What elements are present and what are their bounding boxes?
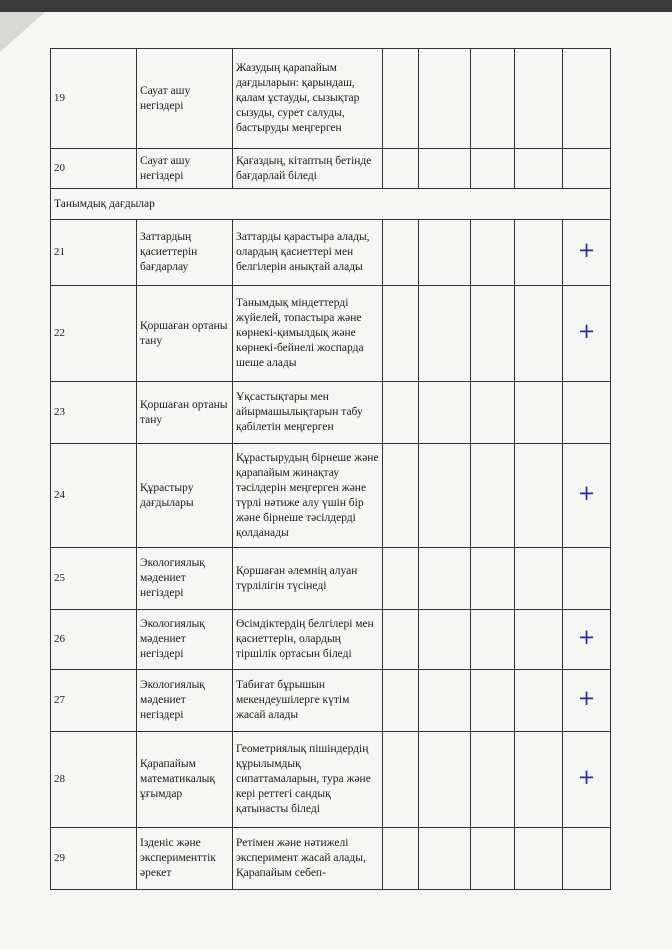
row-number: 21 [51,220,137,286]
assessment-cell [383,286,419,382]
table-row [51,149,611,189]
assessment-cell [471,286,515,382]
assessment-cell [471,382,515,444]
assessment-cell [563,444,611,548]
assessment-cell [383,444,419,548]
assessment-cell [383,382,419,444]
row-number: 27 [51,670,137,732]
skill-description: Ретімен және нәтижелі эксперимент жасай алады, Қарапайым себеп- [233,828,383,890]
skill-area: Экологиялық мәдениет негіздері [137,548,233,610]
assessment-cell [563,610,611,670]
checkmark-plus: + [577,686,596,710]
table-row [51,548,611,610]
row-number: 25 [51,548,137,610]
row-number: 26 [51,610,137,670]
skill-area: Қоршаған ортаны тану [137,286,233,382]
table-row [51,49,611,149]
assessment-cell [383,732,419,828]
assessment-cell [563,220,611,286]
assessment-cell [419,610,471,670]
assessment-cell [471,220,515,286]
assessment-cell [419,444,471,548]
assessment-cell [471,732,515,828]
skill-description: Жазудың қарапайым дағдыларын: қарындаш, қалам ұстауды, сызықтар сызуды, сурет салуды, бастыруды меңгерген [233,49,383,149]
assessment-cell [471,610,515,670]
row-number: 29 [51,828,137,890]
assessment-cell [419,828,471,890]
assessment-cell [471,149,515,189]
assessment-cell [419,286,471,382]
assessment-cell [471,828,515,890]
assessment-cell [383,828,419,890]
row-number: 19 [51,49,137,149]
assessment-cell [515,149,563,189]
assessment-cell [419,548,471,610]
assessment-cell [563,732,611,828]
table-row [51,670,611,732]
skill-description: Өсімдіктердің белгілері мен қасиеттерін, олардың тіршілік ортасын біледі [233,610,383,670]
assessment-cell [563,828,611,890]
row-number: 23 [51,382,137,444]
row-number: 28 [51,732,137,828]
assessment-cell [515,220,563,286]
assessment-cell [515,49,563,149]
assessment-cell [419,220,471,286]
assessment-cell [383,610,419,670]
skill-area: Ізденіс және эксперименттік әрекет [137,828,233,890]
skill-area: Экологиялық мәдениет негіздері [137,670,233,732]
assessment-cell [563,286,611,382]
assessment-cell [515,548,563,610]
assessment-cell [515,286,563,382]
skill-area: Заттардың қасиеттерін бағдарлау [137,220,233,286]
checkmark-plus: + [577,765,596,789]
skill-description: Қоршаған әлемнің алуан түрлілігін түсінеді [233,548,383,610]
section-header: Танымдық дағдылар [51,189,611,220]
section-row [51,189,611,220]
skill-description: Танымдық міндеттерді жүйелей, топастыра және көрнекі-қимылдық және көрнекі-бейнелі жоспарда шеше алады [233,286,383,382]
assessment-cell [471,444,515,548]
assessment-cell [383,548,419,610]
table-row [51,220,611,286]
assessment-table [50,48,611,890]
row-number: 24 [51,444,137,548]
table-row [51,828,611,890]
skill-description: Табиғат бұрышын мекендеушілерге күтім жасай алады [233,670,383,732]
assessment-cell [515,610,563,670]
checkmark-plus: + [577,238,596,262]
assessment-cell [383,220,419,286]
table-row [51,732,611,828]
assessment-cell [515,670,563,732]
assessment-cell [383,670,419,732]
assessment-cell [563,670,611,732]
skill-area: Сауат ашу негіздері [137,149,233,189]
table-row [51,382,611,444]
assessment-cell [563,548,611,610]
skill-description: Заттарды қарастыра алады, олардың қасиеттері мен белгілерін анықтай алады [233,220,383,286]
skill-description: Ұқсастықтары мен айырмашылықтарын табу қабілетін меңгерген [233,382,383,444]
skill-area: Экологиялық мәдениет негіздері [137,610,233,670]
checkmark-plus: + [577,481,596,505]
assessment-cell [563,382,611,444]
table-row [51,444,611,548]
folded-corner [0,12,45,52]
assessment-cell [419,49,471,149]
table-row [51,610,611,670]
skill-area: Қоршаған ортаны тану [137,382,233,444]
skill-description: Құрастырудың бірнеше және қарапайым жинақтау тәсілдерін меңгерген және түрлі нәтиже алу үшін бір және бірнеше тәсілдерді қолданады [233,444,383,548]
assessment-cell [383,149,419,189]
assessment-cell [419,149,471,189]
scan-top-edge [0,0,672,12]
row-number: 20 [51,149,137,189]
checkmark-plus: + [577,625,596,649]
table-row [51,286,611,382]
skill-area: Қарапайым математикалық ұғымдар [137,732,233,828]
skill-description: Геометриялық пішіндердің құрылымдық сипаттамаларын, тура және кері реттегі сандық қатынасты біледі [233,732,383,828]
skill-description: Қағаздың, кітаптың бетінде бағдарлай біледі [233,149,383,189]
skill-area: Құрастыру дағдылары [137,444,233,548]
assessment-cell [515,828,563,890]
assessment-cell [471,548,515,610]
assessment-cell [419,670,471,732]
assessment-cell [419,382,471,444]
assessment-cell [515,732,563,828]
checkmark-plus: + [577,319,596,343]
assessment-cell [471,670,515,732]
assessment-cell [563,49,611,149]
skill-area: Сауат ашу негіздері [137,49,233,149]
assessment-cell [383,49,419,149]
row-number: 22 [51,286,137,382]
assessment-cell [563,149,611,189]
assessment-cell [419,732,471,828]
assessment-cell [515,444,563,548]
assessment-cell [471,49,515,149]
assessment-cell [515,382,563,444]
